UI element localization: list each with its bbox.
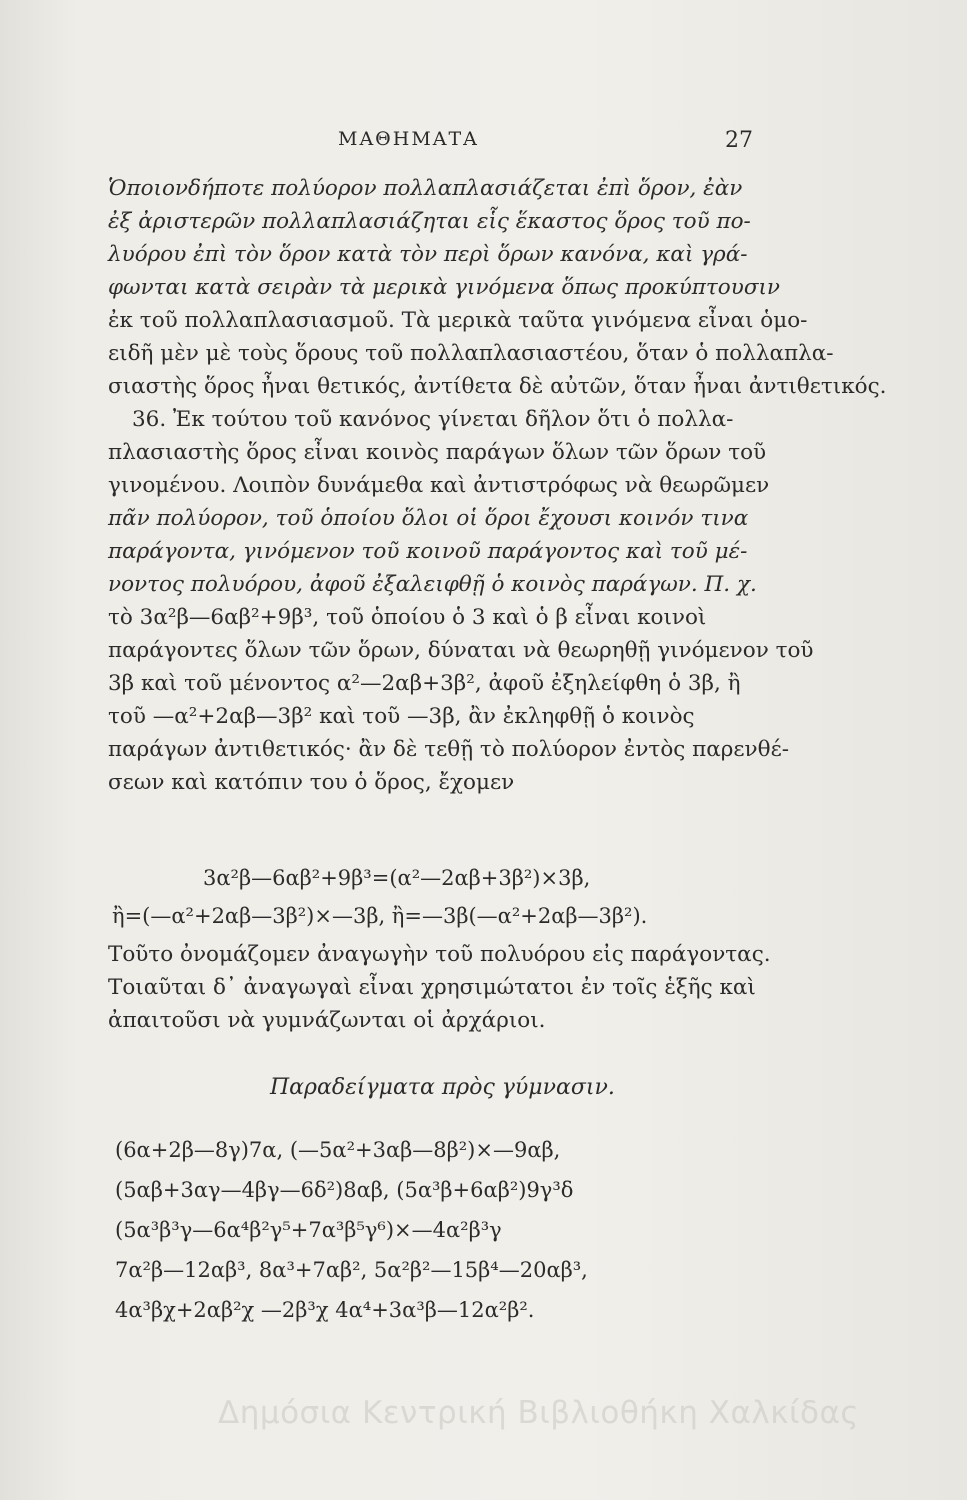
text-line: ἀπαιτοῦσι νὰ γυμνάζωνται οἱ ἀρχάριοι. [108,1008,546,1033]
text-line: νοντος πολυόρου, ἀφοῦ ἐξαλειφθῇ ὁ κοινὸς παράγων. Π. χ. [108,572,757,597]
main-text [108,172,887,799]
text-line: τοῦ —α²+2αβ—3β² καὶ τοῦ —3β, ἂν ἐκληφθῇ ὁ κοινὸς [108,704,695,729]
text-line: Τοιαῦται δ᾽ ἀναγωγαὶ εἶναι χρησιμώτατοι ἐν τοῖς ἑξῆς καὶ [108,975,756,1000]
text-line: σεων καὶ κατόπιν του ὁ ὅρος, ἔχομεν [108,770,515,795]
exercises-heading: Παραδείγματα πρὸς γύμνασιν. [270,1075,615,1100]
page-number: 27 [725,128,753,153]
text-line: γινομένου. Λοιπὸν δυνάμεθα καὶ ἀντιστρόφως νὰ θεωρῶμεν [108,473,770,498]
paragraph-36-start: 36. Ἐκ τούτου τοῦ κανόνος γίνεται δῆλον ὅτι ὁ πολλα- [132,407,734,432]
text-line: τὸ 3α²β—6αβ²+9β³, τοῦ ὁποίου ὁ 3 καὶ ὁ β εἶναι κοινοὶ [108,605,707,630]
text-line: ἐκ τοῦ πολλαπλασιασμοῦ. Τὰ μερικὰ ταῦτα γινόμενα εἶναι ὁμο- [108,308,808,333]
exercise-line: (6α+2β—8γ)7α, (—5α²+3αβ—8β²)×—9αβ, [115,1138,561,1162]
running-title: ΜΑΘΗΜΑΤΑ [338,128,479,150]
text-line: λυόρου ἐπὶ τὸν ὅρον κατὰ τὸν περὶ ὅρων κανόνα, καὶ γρά- [108,242,748,267]
exercise-line: (5αβ+3αγ—4βγ—6δ²)8αβ, (5α³β+6αβ²)9γ³δ [115,1178,574,1202]
exercise-line: (5α³β³γ—6α⁴β²γ⁵+7α³β⁵γ⁶)×—4α²β³γ [115,1218,502,1242]
equation-2: ἢ=(—α²+2αβ—3β²)×—3β, ἢ=—3β(—α²+2αβ—3β²). [112,904,648,928]
text-line: παράγων ἀντιθετικός· ἂν δὲ τεθῇ τὸ πολύορον ἐντὸς παρενθέ- [108,737,789,762]
text-line: Τοῦτο ὀνομάζομεν ἀναγωγὴν τοῦ πολυόρου εἰς παράγοντας. [108,942,771,967]
text-line: ειδῆ μὲν μὲ τοὺς ὅρους τοῦ πολλαπλασιαστέου, ὅταν ὁ πολλαπλα- [108,341,834,366]
text-line: 3β καὶ τοῦ μένοντος α²—2αβ+3β², ἀφοῦ ἐξηλείφθη ὁ 3β, ἢ [108,671,741,696]
text-line: παράγοντα, γινόμενον τοῦ κοινοῦ παράγοντος καὶ τοῦ μέ- [108,539,748,564]
exercise-line: 7α²β—12αβ³, 8α³+7αβ², 5α²β²—15β⁴—20αβ³, [115,1258,588,1282]
exercises-list [115,1130,795,1330]
closing-text [108,938,771,1037]
equation-1: 3α²β—6αβ²+9β³=(α²—2αβ+3β²)×3β, [203,866,591,890]
text-line: πᾶν πολύορον, τοῦ ὁποίου ὅλοι οἱ ὅροι ἔχουσι κοινόν τινα [108,506,749,531]
library-watermark: Δημόσια Κεντρική Βιβλιοθήκη Χαλκίδας [218,1395,860,1431]
text-line: σιαστὴς ὅρος ἦναι θετικός, ἀντίθετα δὲ αὐτῶν, ὅταν ἦναι ἀντιθετικός. [108,374,887,399]
exercise-line: 4α³βχ+2αβ²χ —2β³χ 4α⁴+3α³β—12α²β². [115,1298,535,1322]
text-line: φωνται κατὰ σειρὰν τὰ μερικὰ γινόμενα ὅπως προκύπτουσιν [108,275,780,300]
text-line: Ὁποιονδήποτε πολύορον πολλαπλασιάζεται ἐπὶ ὅρον, ἐὰν [108,176,743,201]
text-line: παράγοντες ὅλων τῶν ὅρων, δύναται νὰ θεωρηθῇ γινόμενον τοῦ [108,638,814,663]
text-line: ἐξ ἀριστερῶν πολλαπλασιάζηται εἷς ἕκαστος ὅρος τοῦ πο- [108,209,751,234]
page-header [0,128,967,162]
text-line: πλασιαστὴς ὅρος εἶναι κοινὸς παράγων ὅλων τῶν ὅρων τοῦ [108,440,767,465]
